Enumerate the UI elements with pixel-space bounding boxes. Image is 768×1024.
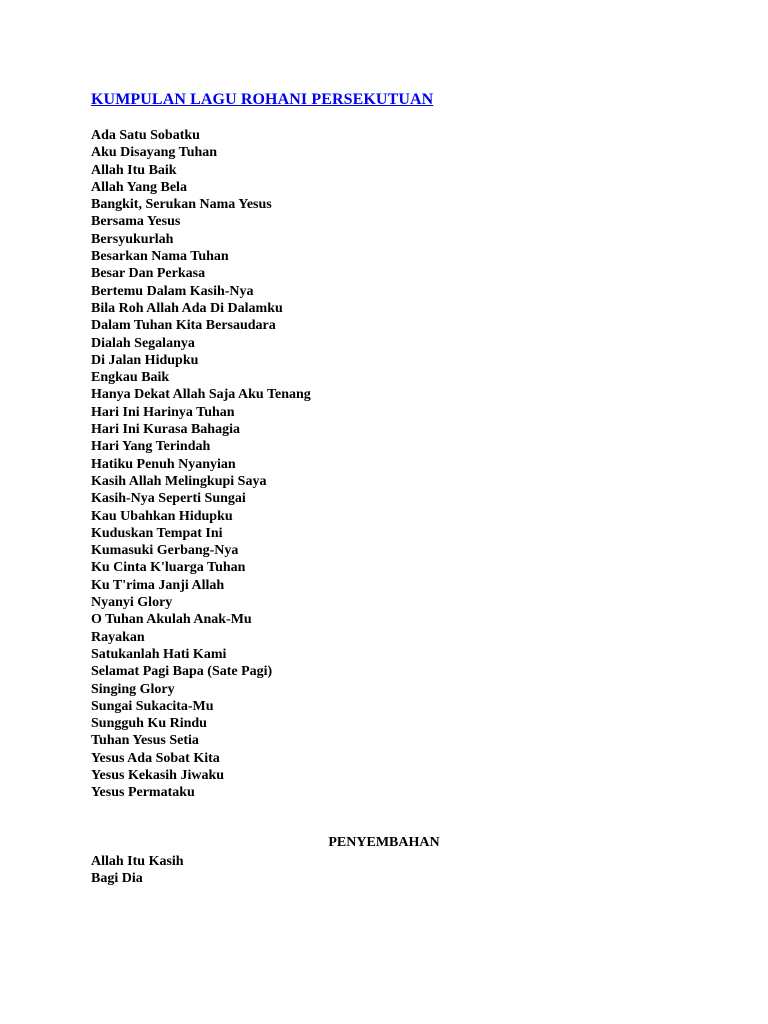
list-item: Nyanyi Glory bbox=[91, 595, 173, 611]
list-item: Hari Yang Terindah bbox=[91, 439, 211, 455]
list-item: Di Jalan Hidupku bbox=[91, 352, 199, 368]
list-item: Bagi Dia bbox=[91, 871, 143, 887]
list-item: Dialah Segalanya bbox=[91, 335, 195, 351]
list-item: Tuhan Yesus Setia bbox=[91, 733, 199, 749]
list-item: Hari Ini Harinya Tuhan bbox=[91, 404, 235, 420]
list-item: Selamat Pagi Bapa (Sate Pagi) bbox=[91, 664, 273, 680]
list-item: Allah Itu Kasih bbox=[91, 854, 184, 869]
list-item: Bersyukurlah bbox=[91, 231, 174, 247]
list-item: Hanya Dekat Allah Saja Aku Tenang bbox=[91, 387, 311, 403]
page-title-link[interactable]: KUMPULAN LAGU ROHANI PERSEKUTUAN bbox=[91, 91, 434, 108]
list-item: Kasih-Nya Seperti Sungai bbox=[91, 491, 246, 507]
section-heading-text: PENYEMBAHAN bbox=[328, 835, 440, 850]
song-list bbox=[91, 127, 311, 802]
list-item: Allah Yang Bela bbox=[91, 179, 187, 195]
list-item: Ku T'rima Janji Allah bbox=[91, 577, 225, 593]
section-heading bbox=[0, 835, 768, 851]
list-item: Kuduskan Tempat Ini bbox=[91, 525, 223, 541]
list-item: Ada Satu Sobatku bbox=[91, 128, 200, 143]
list-item: Kumasuki Gerbang-Nya bbox=[91, 543, 239, 559]
list-item: Yesus Permataku bbox=[91, 785, 195, 801]
list-item: Bertemu Dalam Kasih-Nya bbox=[91, 283, 254, 299]
list-item: Singing Glory bbox=[91, 681, 175, 697]
worship-song-list bbox=[91, 853, 184, 888]
list-item: Yesus Ada Sobat Kita bbox=[91, 750, 220, 766]
list-item: Dalam Tuhan Kita Bersaudara bbox=[91, 318, 276, 334]
list-item: Hatiku Penuh Nyanyian bbox=[91, 456, 236, 472]
list-item: Bangkit, Serukan Nama Yesus bbox=[91, 197, 272, 213]
list-item: Bila Roh Allah Ada Di Dalamku bbox=[91, 300, 283, 316]
list-item: Ku Cinta K'luarga Tuhan bbox=[91, 560, 246, 576]
list-item: O Tuhan Akulah Anak-Mu bbox=[91, 612, 252, 628]
list-item: Sungguh Ku Rindu bbox=[91, 716, 207, 732]
list-item: Allah Itu Baik bbox=[91, 162, 177, 178]
list-item: Hari Ini Kurasa Bahagia bbox=[91, 422, 240, 438]
list-item: Kasih Allah Melingkupi Saya bbox=[91, 473, 267, 489]
list-item: Yesus Kekasih Jiwaku bbox=[91, 767, 225, 783]
list-item: Rayakan bbox=[91, 629, 145, 645]
list-item: Bersama Yesus bbox=[91, 214, 181, 230]
list-item: Kau Ubahkan Hidupku bbox=[91, 508, 233, 524]
list-item: Besarkan Nama Tuhan bbox=[91, 249, 229, 265]
list-item: Sungai Sukacita-Mu bbox=[91, 698, 214, 714]
list-item: Engkau Baik bbox=[91, 370, 170, 386]
list-item: Satukanlah Hati Kami bbox=[91, 646, 227, 662]
list-item: Besar Dan Perkasa bbox=[91, 266, 206, 282]
list-item: Aku Disayang Tuhan bbox=[91, 145, 218, 161]
